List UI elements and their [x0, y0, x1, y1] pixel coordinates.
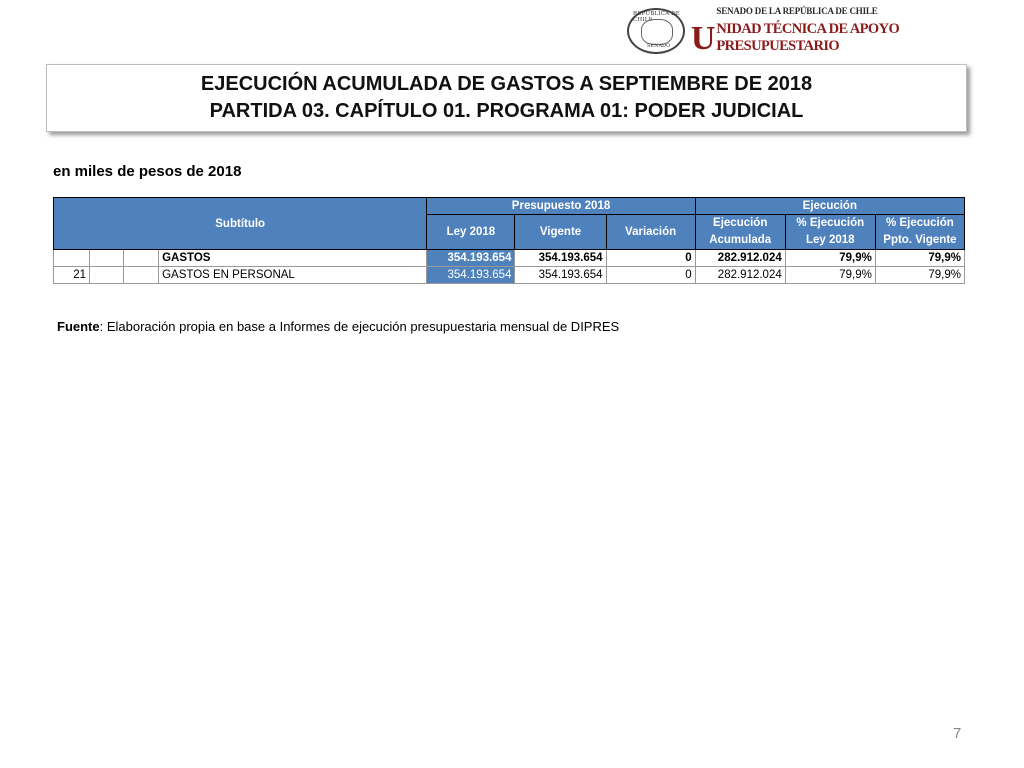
- header-ejec-acum-line1: Ejecución: [713, 217, 768, 229]
- header-ejec-acum-line2: Acumulada: [709, 234, 772, 246]
- header-subtitulo: Subtítulo: [54, 198, 427, 250]
- row-blank: [90, 267, 124, 284]
- row-vigente: 354.193.654: [515, 267, 606, 284]
- brand-text: [691, 6, 1024, 55]
- header-pct-ley-line1: % Ejecución: [796, 217, 865, 229]
- title-line-2: PARTIDA 03. CAPÍTULO 01. PROGRAMA 01: PODER JUDICIAL: [209, 100, 804, 122]
- row-code: 21: [54, 267, 90, 284]
- header-presupuesto: Presupuesto 2018: [427, 198, 695, 215]
- budget-table: [53, 197, 965, 284]
- footnote-label: Fuente: [57, 319, 100, 334]
- row-blank: [90, 250, 124, 267]
- footnote-text: : Elaboración propia en base a Informes de ejecución presupuestaria mensual de DIPRES: [99, 319, 620, 334]
- brand-line-1: SENADO DE LA REPÚBLICA DE CHILE: [716, 6, 878, 16]
- row-pct-vigente: 79,9%: [875, 267, 964, 284]
- header-variacion: Variación: [606, 215, 695, 250]
- seal-top-text: REPÚBLICA DE CHILE: [633, 10, 681, 23]
- seal-bottom-text: SENADO: [647, 42, 671, 49]
- table-row: [54, 250, 965, 267]
- row-vigente: 354.193.654: [515, 250, 606, 267]
- row-code: [54, 250, 90, 267]
- brand-initial: U: [690, 20, 716, 57]
- row-variacion: 0: [606, 250, 695, 267]
- units-label: en miles de pesos de 2018: [53, 163, 242, 180]
- header-pct-vig-line1: % Ejecución: [886, 217, 954, 229]
- row-pct-ley: 79,9%: [785, 267, 875, 284]
- row-ley: 354.193.654: [427, 250, 515, 267]
- row-ley: 354.193.654: [427, 267, 515, 284]
- title-box: [46, 64, 967, 132]
- header-ejecucion: Ejecución: [695, 198, 964, 215]
- title-line-1: EJECUCIÓN ACUMULADA DE GASTOS A SEPTIEMBRE DE 2018: [200, 73, 813, 95]
- header-pct-ley: [785, 215, 875, 250]
- source-footnote: [57, 319, 619, 334]
- row-name: GASTOS: [159, 250, 427, 267]
- brand-line-2: NIDAD TÉCNICA DE APOYO PRESUPUESTARIO: [716, 21, 900, 54]
- senate-logo: [627, 6, 1024, 55]
- header-vigente: Vigente: [515, 215, 606, 250]
- table-row: [54, 267, 965, 284]
- header-pct-vigente: [875, 215, 964, 250]
- row-variacion: 0: [606, 267, 695, 284]
- header-pct-vig-line2: Ppto. Vigente: [883, 234, 957, 246]
- row-blank: [124, 250, 159, 267]
- row-pct-ley: 79,9%: [785, 250, 875, 267]
- senate-seal-icon: [627, 8, 685, 54]
- row-pct-vigente: 79,9%: [875, 250, 964, 267]
- row-ejecucion: 282.912.024: [695, 250, 785, 267]
- header-ejecucion-acumulada: [695, 215, 785, 250]
- page-number: 7: [953, 725, 962, 742]
- row-ejecucion: 282.912.024: [695, 267, 785, 284]
- header-pct-ley-line2: Ley 2018: [805, 234, 855, 246]
- row-blank: [124, 267, 159, 284]
- header-ley: Ley 2018: [427, 215, 515, 250]
- row-name: GASTOS EN PERSONAL: [159, 267, 427, 284]
